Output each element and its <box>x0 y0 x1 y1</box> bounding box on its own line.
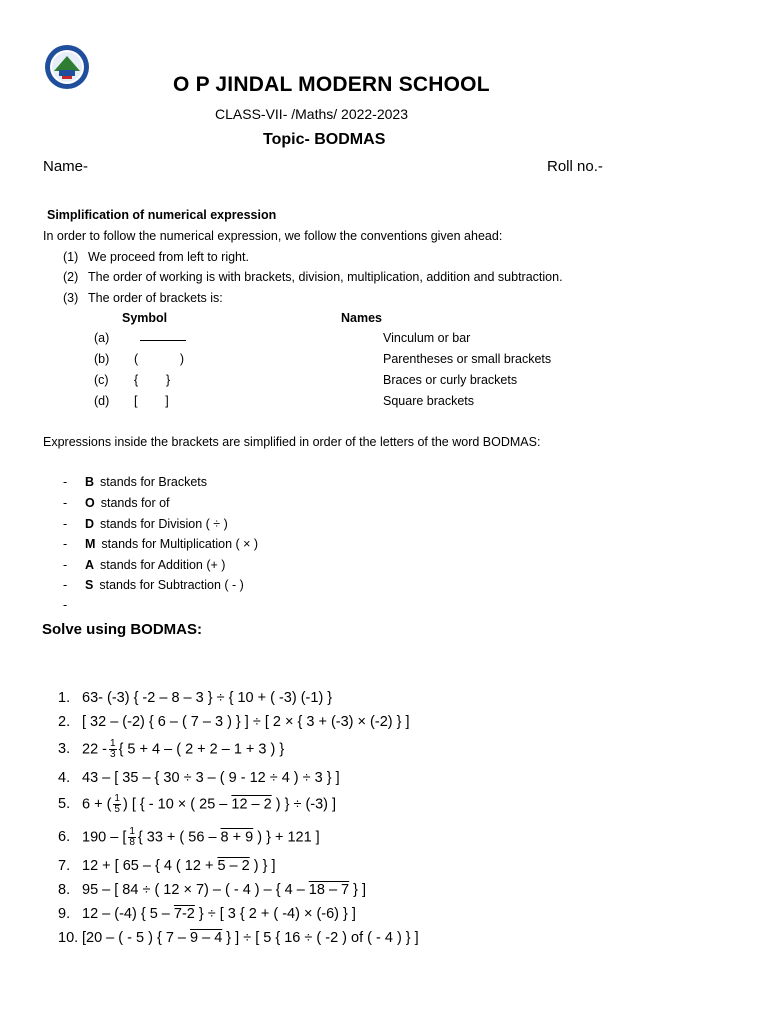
question-expression-part: ) } + 121 ] <box>257 829 320 846</box>
bodmas-item: - S stands for Subtraction ( - ) <box>63 578 244 592</box>
question-expression-part: } ] ÷ [ 5 { 16 ÷ ( -2 ) of ( - 4 ) } ] <box>226 930 419 946</box>
intro-text: In order to follow the numerical expression, we follow the conventions given ahead: <box>43 229 503 243</box>
question-expression: 43 – [ 35 – { 30 ÷ 3 – ( 9 - 12 ÷ 4 ) ÷ 3 } ] <box>82 770 340 786</box>
fraction-denominator: 3 <box>110 749 116 760</box>
bodmas-text: stands for of <box>100 496 170 510</box>
vinculum-expression: 7-2 <box>173 906 195 922</box>
bracket-label: (b) <box>94 352 110 366</box>
question-1 <box>58 690 332 706</box>
question-10 <box>58 930 419 946</box>
bodmas-trailing-dash: - <box>63 598 68 612</box>
bracket-name: Parentheses or small brackets <box>383 352 552 366</box>
question-number: 9. <box>58 906 71 922</box>
question-4 <box>58 770 340 786</box>
fraction <box>109 739 117 760</box>
bracket-symbol: { } <box>134 373 171 387</box>
vinculum-expression: 12 – 2 <box>231 796 272 813</box>
topic-title: Topic- BODMAS <box>263 131 386 148</box>
rule-item <box>63 291 223 305</box>
bracket-name: Vinculum or bar <box>383 331 471 345</box>
bodmas-letter: D <box>85 517 95 531</box>
question-3 <box>58 739 284 760</box>
bodmas-letter: A <box>85 558 95 572</box>
vinculum-symbol <box>134 331 186 345</box>
class-line: CLASS-VII- /Maths/ 2022-2023 <box>215 106 408 122</box>
question-number: 5. <box>58 796 71 813</box>
rule-text: The order of brackets is: <box>88 291 223 305</box>
question-5 <box>58 794 336 815</box>
bracket-label: (c) <box>94 373 109 387</box>
names-column-header: Names <box>341 311 382 325</box>
rule-number: (3) <box>63 291 79 305</box>
bracket-symbol: ( ) <box>134 352 184 366</box>
vinculum-expression: 5 – 2 <box>217 858 250 874</box>
fraction-numerator: 1 <box>110 738 116 749</box>
bodmas-item: - O stands for of <box>63 496 170 510</box>
solve-heading: Solve using BODMAS: <box>42 621 203 638</box>
bodmas-letter: O <box>85 496 95 510</box>
vinculum-expression: 8 + 9 <box>220 829 254 846</box>
name-label: Name- <box>43 158 89 175</box>
fraction-numerator: 1 <box>114 793 120 804</box>
rule-number: (2) <box>63 270 79 284</box>
bodmas-text: stands for Multiplication ( × ) <box>101 537 259 551</box>
bodmas-text: stands for Addition (+ ) <box>100 558 226 572</box>
bodmas-intro: Expressions inside the brackets are simplified in order of the letters of the word BODMAS: <box>43 435 541 449</box>
rule-item <box>63 250 249 264</box>
section-heading: Simplification of numerical expression <box>47 208 277 222</box>
question-number: 8. <box>58 882 71 898</box>
question-expression-part: 12 + [ 65 – { 4 ( 12 + <box>82 858 214 874</box>
bracket-label: (d) <box>94 394 110 408</box>
vinculum-expression: 18 – 7 <box>308 882 350 898</box>
question-number: 6. <box>58 829 71 846</box>
bodmas-text: stands for Subtraction ( - ) <box>99 578 244 592</box>
fraction-numerator: 1 <box>129 826 135 837</box>
question-expression-part: ) } ] <box>253 858 276 874</box>
question-expression-part: 6 + ( <box>82 796 112 813</box>
question-expression-part: 22 - <box>82 741 107 758</box>
question-expression-part: ) [ { - 10 × ( 25 – <box>122 796 228 813</box>
question-expression-part: } ] <box>353 882 367 898</box>
rule-text: We proceed from left to right. <box>88 250 249 264</box>
question-expression: [ 32 – (-2) { 6 – ( 7 – 3 ) } ] ÷ [ 2 × { 3 + (-3) × (-2) } ] <box>82 714 410 730</box>
question-number: 4. <box>58 770 71 786</box>
fraction <box>113 794 121 815</box>
bodmas-text: stands for Brackets <box>100 475 208 489</box>
question-number: 1. <box>58 690 71 706</box>
bracket-name: Square brackets <box>383 394 475 408</box>
bodmas-text: stands for Division ( ÷ ) <box>100 517 228 531</box>
rule-item <box>63 270 563 284</box>
question-7 <box>58 858 275 874</box>
rule-number: (1) <box>63 250 79 264</box>
question-6 <box>58 827 320 848</box>
fraction-denominator: 8 <box>129 837 135 848</box>
rule-text: The order of working is with brackets, division, multiplication, addition and subtraction. <box>88 270 563 284</box>
bodmas-letter: M <box>85 537 96 551</box>
fraction <box>128 827 136 848</box>
bracket-name: Braces or curly brackets <box>383 373 518 387</box>
roll-number-label: Roll no.- <box>547 158 603 175</box>
question-expression-part: 95 – [ 84 ÷ ( 12 × 7) – ( - 4 ) – { 4 – <box>82 882 305 898</box>
vinculum-expression: 9 – 4 <box>190 930 223 946</box>
question-expression-part: } ÷ [ 3 { 2 + ( -4) × (-6) } ] <box>198 906 356 922</box>
question-number: 7. <box>58 858 71 874</box>
question-number: 2. <box>58 714 71 730</box>
bodmas-item: - B stands for Brackets <box>63 475 208 489</box>
bodmas-letter: B <box>85 475 95 489</box>
fraction-denominator: 5 <box>114 804 120 815</box>
school-name: O P JINDAL MODERN SCHOOL <box>173 73 490 96</box>
question-8 <box>58 882 366 898</box>
question-expression: 63- (-3) { -2 – 8 – 3 } ÷ { 10 + ( -3) (-1) } <box>82 690 333 706</box>
question-expression-part: { 5 + 4 – ( 2 + 2 – 1 + 3 ) } <box>118 741 285 758</box>
question-expression-part: 190 – [ <box>82 829 127 846</box>
question-expression-part: { 33 + ( 56 – <box>137 829 217 846</box>
question-2 <box>58 714 410 730</box>
bracket-label: (a) <box>94 331 110 345</box>
bodmas-letter: S <box>85 578 94 592</box>
bodmas-item: - M stands for Multiplication ( × ) <box>63 537 259 551</box>
question-9 <box>58 906 356 922</box>
question-expression-part: [20 – ( - 5 ) { 7 – <box>82 930 186 946</box>
question-expression-part: ) } ÷ (-3) ] <box>275 796 337 813</box>
question-number: 10. <box>58 930 79 946</box>
bracket-symbol: [ ] <box>134 394 169 408</box>
question-expression-part: 12 – (-4) { 5 – <box>82 906 170 922</box>
bodmas-item: - D stands for Division ( ÷ ) <box>63 517 228 531</box>
bodmas-item: - A stands for Addition (+ ) <box>63 558 226 572</box>
symbol-column-header: Symbol <box>122 311 168 325</box>
school-logo <box>44 44 90 90</box>
question-number: 3. <box>58 741 71 758</box>
